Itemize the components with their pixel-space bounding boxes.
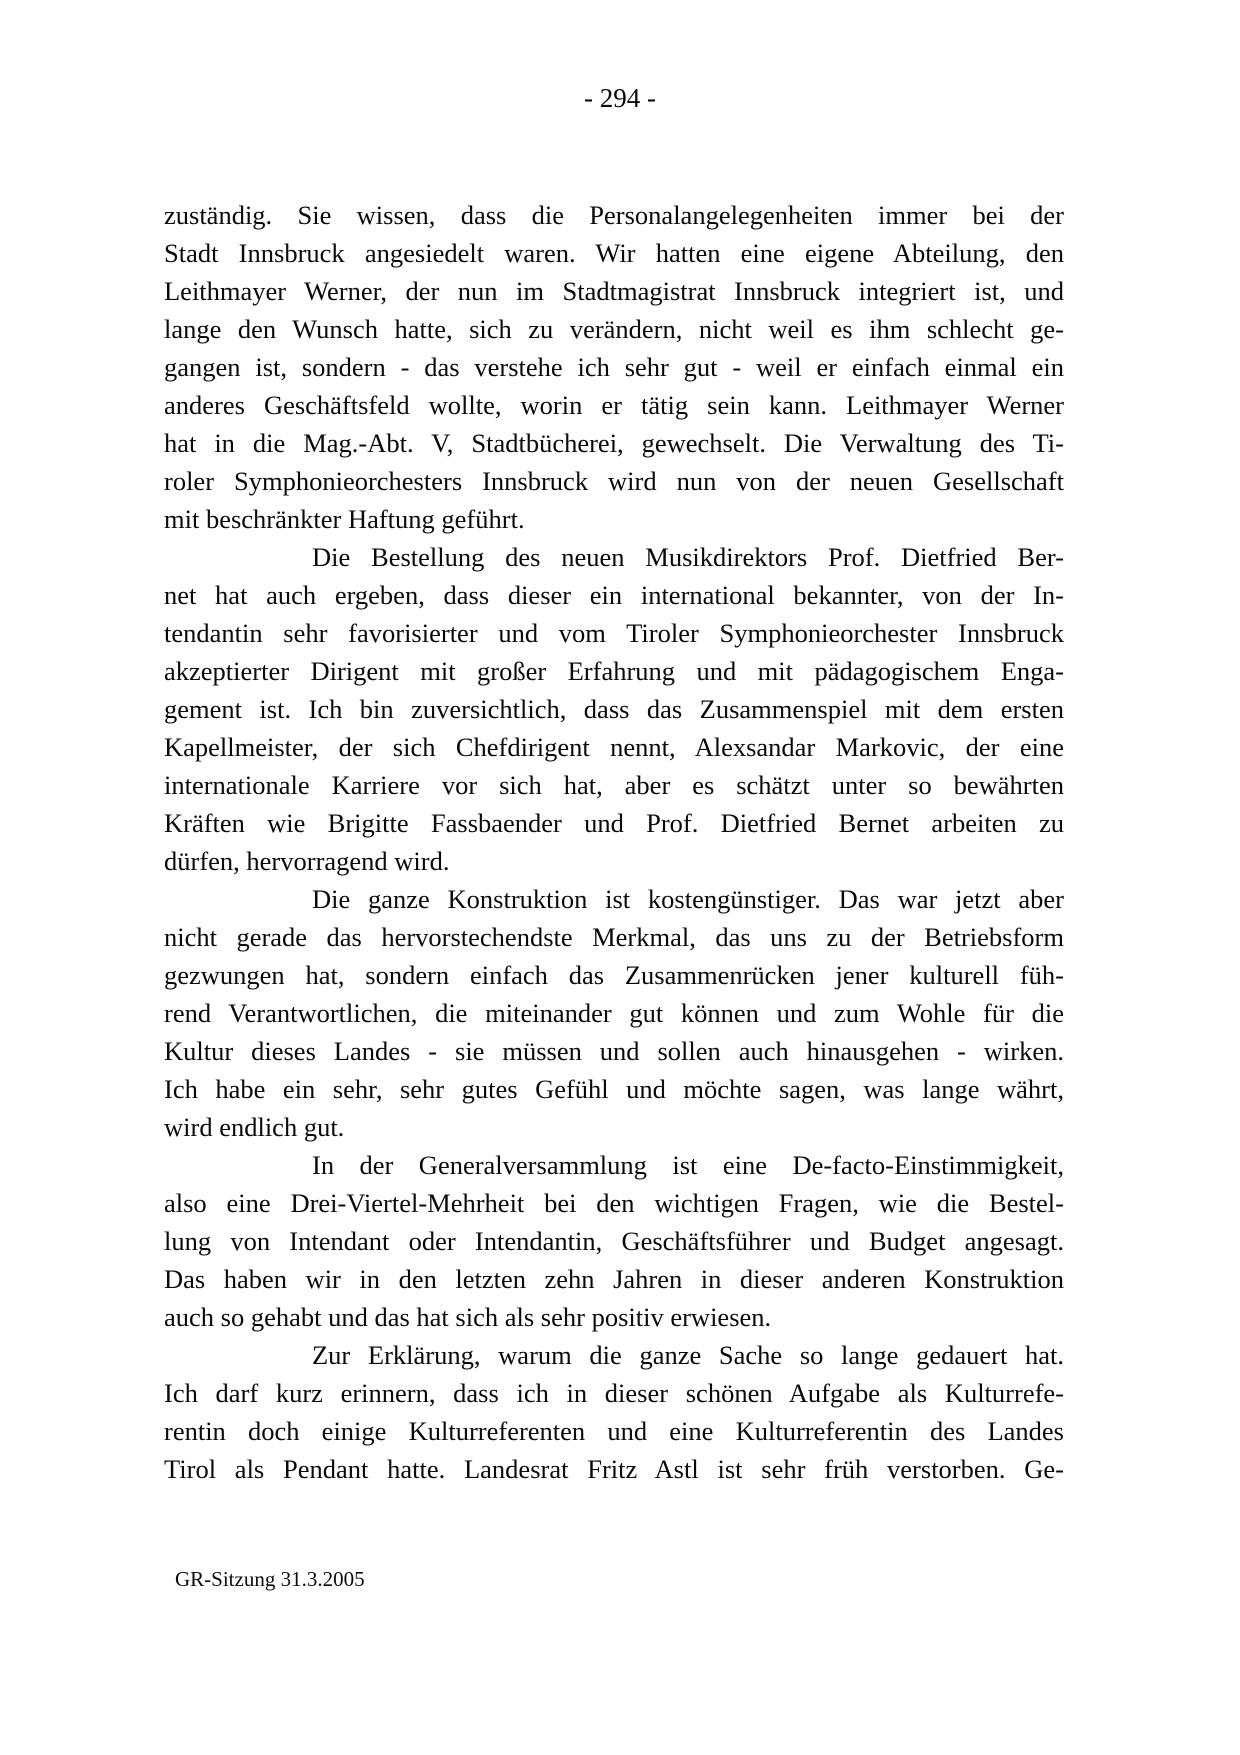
text-line: auch so gehabt und das hat sich als sehr positiv erwiesen.	[164, 1302, 772, 1332]
text-line: rentin doch einige Kulturreferenten und eine Kulturreferentin des Landes	[164, 1416, 1064, 1446]
text-line: mit beschränkter Haftung geführt.	[164, 504, 525, 534]
body-text	[164, 196, 1064, 1488]
text-line: Zur Erklärung, warum die ganze Sache so lange gedauert hat.	[312, 1340, 1064, 1370]
text-line: akzeptierter Dirigent mit großer Erfahrung und mit pädagogischem Enga-	[164, 656, 1064, 686]
text-line: Die ganze Konstruktion ist kostengünstiger. Das war jetzt aber	[312, 884, 1064, 914]
text-line: Kultur dieses Landes - sie müssen und sollen auch hinausgehen - wirken.	[164, 1036, 1064, 1066]
text-line: also eine Drei-Viertel-Mehrheit bei den wichtigen Fragen, wie die Bestel-	[164, 1188, 1064, 1218]
text-line: Ich darf kurz erinnern, dass ich in dieser schönen Aufgabe als Kulturrefe-	[164, 1378, 1064, 1408]
text-line: Die Bestellung des neuen Musikdirektors Prof. Dietfried Ber-	[312, 542, 1064, 572]
text-line: Tirol als Pendant hatte. Landesrat Fritz Astl ist sehr früh verstorben. Ge-	[164, 1454, 1064, 1484]
text-line: Leithmayer Werner, der nun im Stadtmagistrat Innsbruck integriert ist, und	[164, 276, 1064, 306]
text-line: lange den Wunsch hatte, sich zu verändern, nicht weil es ihm schlecht ge-	[164, 314, 1064, 344]
text-line: roler Symphonieorchesters Innsbruck wird nun von der neuen Gesellschaft	[164, 466, 1064, 496]
text-line: Stadt Innsbruck angesiedelt waren. Wir hatten eine eigene Abteilung, den	[164, 238, 1064, 268]
text-line: Kräften wie Brigitte Fassbaender und Prof. Dietfried Bernet arbeiten zu	[164, 808, 1064, 838]
text-line: anderes Geschäftsfeld wollte, worin er tätig sein kann. Leithmayer Werner	[164, 390, 1064, 420]
text-line: gangen ist, sondern - das verstehe ich sehr gut - weil er einfach einmal ein	[164, 352, 1064, 382]
text-line: gement ist. Ich bin zuversichtlich, dass das Zusammenspiel mit dem ersten	[164, 694, 1064, 724]
text-line: hat in die Mag.-Abt. V, Stadtbücherei, gewechselt. Die Verwaltung des Ti-	[164, 428, 1064, 458]
text-line: In der Generalversammlung ist eine De-facto-Einstimmigkeit,	[312, 1150, 1064, 1180]
text-line: nicht gerade das hervorstechendste Merkmal, das uns zu der Betriebsform	[164, 922, 1064, 952]
text-line: Das haben wir in den letzten zehn Jahren in dieser anderen Konstruktion	[164, 1264, 1064, 1294]
text-line: Kapellmeister, der sich Chefdirigent nennt, Alexsandar Markovic, der eine	[164, 732, 1064, 762]
text-line: zuständig. Sie wissen, dass die Personalangelegenheiten immer bei der	[164, 200, 1064, 230]
text-line: gezwungen hat, sondern einfach das Zusammenrücken jener kulturell füh-	[164, 960, 1064, 990]
text-line: lung von Intendant oder Intendantin, Geschäftsführer und Budget angesagt.	[164, 1226, 1064, 1256]
text-line: Ich habe ein sehr, sehr gutes Gefühl und möchte sagen, was lange währt,	[164, 1074, 1064, 1104]
footer-session-label: GR-Sitzung 31.3.2005	[175, 1567, 365, 1591]
text-line: dürfen, hervorragend wird.	[164, 846, 450, 876]
text-line: internationale Karriere vor sich hat, aber es schätzt unter so bewährten	[164, 770, 1064, 800]
text-line: wird endlich gut.	[164, 1112, 345, 1142]
text-line: tendantin sehr favorisierter und vom Tiroler Symphonieorchester Innsbruck	[164, 618, 1064, 648]
text-line: net hat auch ergeben, dass dieser ein international bekannter, von der In-	[164, 580, 1064, 610]
text-line: rend Verantwortlichen, die miteinander gut können und zum Wohle für die	[164, 998, 1064, 1028]
page-number-header: - 294 -	[584, 83, 656, 113]
